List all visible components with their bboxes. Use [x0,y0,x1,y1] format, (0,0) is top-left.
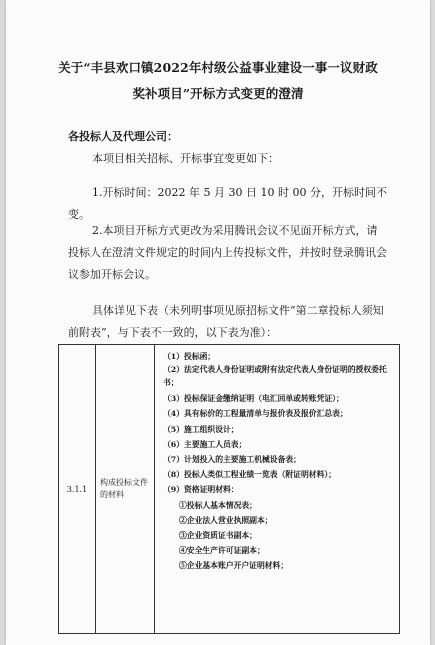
list-item: （5）施工组织设计； [163,424,239,434]
sub-list-item: ④安全生产许可证副本； [179,546,265,556]
list-item: （2）法定代表人身份证明或附有法定代表人身份证明的授权委托书； [163,365,387,387]
clause-content-cell [155,345,400,634]
point-1-paragraph: 1.开标时间：2022 年 5 月 30 日 10 时 00 分，开标时间不变。 [68,186,387,221]
document-title-line-1: 关于“丰县欢口镇2022年村级公益事业建设一事一议财政 [58,60,378,75]
point-2-paragraph: 2.本项目开标方式更改为采用腾讯会议不见面开标方式，请投标人在澄清文件规定的时间内上传投标文件，并按时登录腾讯会议参加开标会议。 [68,224,387,281]
clause-name-cell: 构成投标文件的材料 [96,345,155,634]
bid-materials-table [58,344,400,634]
sub-list-item: ③企业资质证书副本； [179,531,257,541]
list-item: （6）主要施工人员表； [163,439,247,449]
list-item: （1）投标函； [163,352,216,361]
list-item: （9）资格证明材料： [163,485,239,495]
list-item: （3）投标保证金缴纳证明（电汇回单或转账凭证）； [163,394,344,404]
detail-note-paragraph: 具体详见下表（未列明事项见原招标文件“第二章投标人须知前附表”，与下表不一致的，以下表为准）： [68,304,384,339]
document-title-line-2: 奖补项目”开标方式变更的澄清 [132,86,304,101]
addressee: 各投标人及代理公司： [68,130,178,143]
clause-number-cell: 3.1.1 [59,345,96,634]
intro-paragraph: 本项目相关招标、开标事宜变更如下： [92,152,279,165]
document-page [6,0,430,645]
sub-list-item: ⑤企业基本账户开户证明材料； [179,561,289,571]
list-item: （7）计划投入的主要施工机械设备表； [163,455,301,465]
sub-list-item: ①投标人基本情况表； [179,500,257,510]
list-item: （8）投标人类似工程业绩一览表（附证明材料）； [163,470,337,480]
sub-list-item: ②企业法人营业执照副本； [179,515,273,525]
table-row [59,345,400,634]
list-item: （4）具有标价的工程量清单与报价表及报价汇总表； [163,409,348,419]
